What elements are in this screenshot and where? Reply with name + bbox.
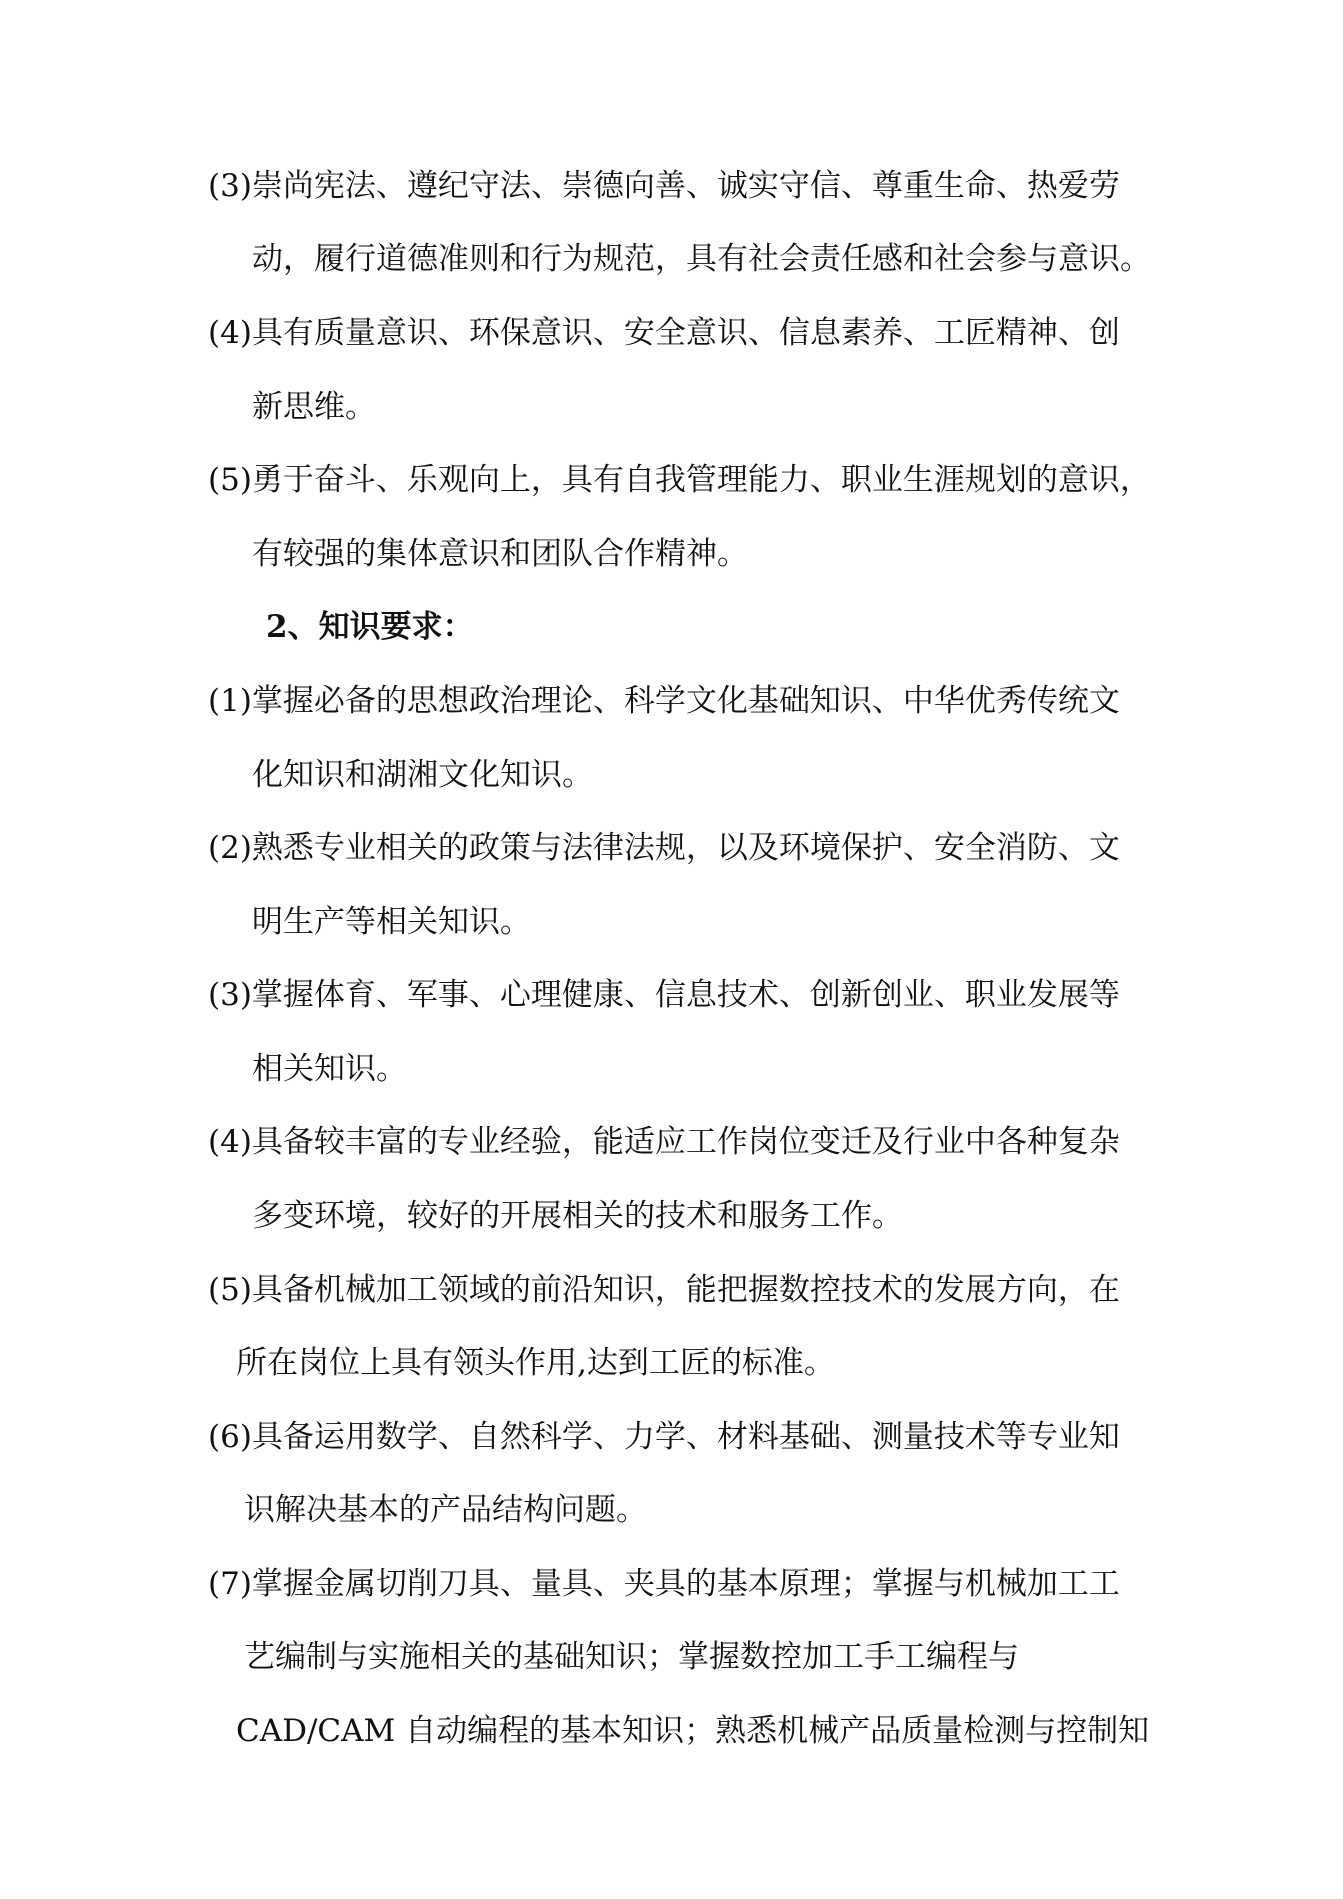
list-marker: (4) (208, 1124, 252, 1160)
knowledge-4-line-1 (208, 1122, 1120, 1162)
paragraph-3-line-2 (252, 239, 1151, 279)
paragraph-5-line-1 (208, 460, 1151, 500)
paragraph-text: 具备运用数学、自然科学、力学、材料基础、测量技术等专业知 (251, 1419, 1120, 1455)
paragraph-text: 新思维。 (252, 389, 376, 425)
paragraph-text: 掌握必备的思想政治理论、科学文化基础知识、中华优秀传统文 (251, 683, 1120, 719)
paragraph-text: 多变环境，较好的开展相关的技术和服务工作。 (252, 1198, 903, 1234)
paragraph-text: 明生产等相关知识。 (252, 904, 531, 940)
paragraph-4-line-2 (252, 387, 376, 427)
list-marker: (2) (208, 830, 252, 866)
knowledge-1-line-2 (252, 755, 593, 795)
paragraph-text: 动，履行道德准则和行为规范，具有社会责任感和社会参与意识。 (252, 241, 1151, 277)
paragraph-text: 勇于奋斗、乐观向上，具有自我管理能力、职业生涯规划的意识， (251, 462, 1151, 498)
knowledge-7-line-1 (208, 1564, 1120, 1604)
knowledge-7-line-2 (244, 1637, 1019, 1677)
section-heading: 2、知识要求： (266, 609, 474, 645)
paragraph-text: 具备机械加工领域的前沿知识，能把握数控技术的发展方向，在 (251, 1272, 1120, 1308)
paragraph-text: 艺编制与实施相关的基础知识；掌握数控加工手工编程与 (244, 1639, 1019, 1675)
paragraph-text: 所在岗位上具有领头作用,达到工匠的标准。 (236, 1345, 835, 1381)
paragraph-5-line-2 (252, 534, 748, 574)
list-marker: (7) (208, 1566, 252, 1602)
paragraph-text: 掌握体育、军事、心理健康、信息技术、创新创业、职业发展等 (251, 977, 1120, 1013)
list-marker: (6) (208, 1419, 252, 1455)
list-marker: (4) (208, 315, 252, 351)
knowledge-5-line-2 (236, 1343, 835, 1383)
paragraph-text: 识解决基本的产品结构问题。 (244, 1492, 647, 1528)
knowledge-6-line-1 (208, 1417, 1120, 1457)
list-marker: (1) (208, 683, 252, 719)
paragraph-3-line-1 (208, 166, 1120, 206)
paragraph-text: 崇尚宪法、遵纪守法、崇德向善、诚实守信、尊重生命、热爱劳 (251, 168, 1120, 204)
paragraph-text: 熟悉专业相关的政策与法律法规，以及环境保护、安全消防、文 (251, 830, 1120, 866)
knowledge-6-line-2 (244, 1490, 647, 1530)
paragraph-text: 有较强的集体意识和团队合作精神。 (252, 536, 748, 572)
knowledge-5-line-1 (208, 1270, 1120, 1310)
knowledge-7-line-3 (236, 1711, 1149, 1751)
paragraph-text: 具备较丰富的专业经验，能适应工作岗位变迁及行业中各种复杂 (251, 1124, 1120, 1160)
knowledge-3-line-2 (252, 1049, 407, 1089)
list-marker: (3) (208, 977, 252, 1013)
list-marker: (5) (208, 1272, 252, 1308)
paragraph-text: 具有质量意识、环保意识、安全意识、信息素养、工匠精神、创 (251, 315, 1120, 351)
list-marker: (5) (208, 462, 252, 498)
knowledge-3-line-1 (208, 975, 1120, 1015)
paragraph-text: 相关知识。 (252, 1051, 407, 1087)
list-marker: (3) (208, 168, 252, 204)
paragraph-text: 化知识和湖湘文化知识。 (252, 757, 593, 793)
paragraph-text: 掌握金属切削刀具、量具、夹具的基本原理；掌握与机械加工工 (251, 1566, 1120, 1602)
paragraph-4-line-1 (208, 313, 1120, 353)
knowledge-2-line-2 (252, 902, 531, 942)
knowledge-2-line-1 (208, 828, 1120, 868)
knowledge-4-line-2 (252, 1196, 903, 1236)
paragraph-text: CAD/CAM 自动编程的基本知识；熟悉机械产品质量检测与控制知 (236, 1713, 1150, 1749)
knowledge-1-line-1 (208, 681, 1120, 721)
